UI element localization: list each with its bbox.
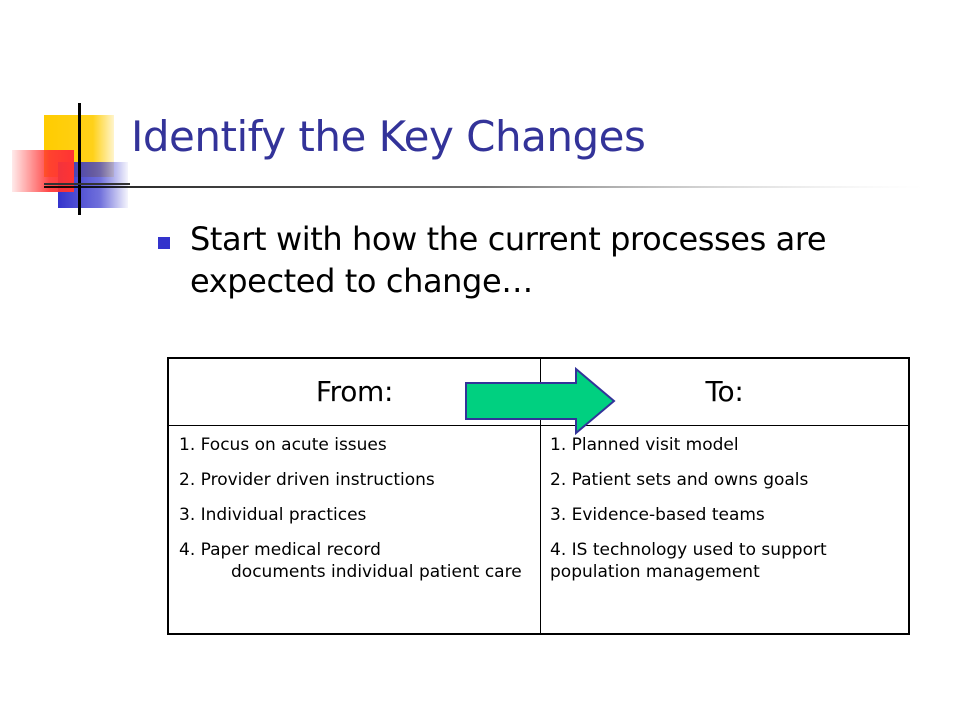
- list-item: [179, 539, 534, 583]
- to-header: To:: [705, 375, 744, 408]
- to-list: [550, 434, 905, 596]
- to-item-2: 2. Patient sets and owns goals: [550, 470, 809, 490]
- right-arrow-icon: [464, 367, 616, 435]
- title-underline: [44, 186, 924, 188]
- to-item-4: 4. IS technology used to support population management: [550, 540, 827, 582]
- list-item: [179, 434, 534, 456]
- from-item-1: 1. Focus on acute issues: [179, 435, 387, 455]
- bullet-square-icon: [158, 237, 170, 249]
- from-item-2: 2. Provider driven instructions: [179, 470, 435, 490]
- from-item-4-continued: documents individual patient care: [231, 562, 522, 582]
- to-item-1: 1. Planned visit model: [550, 435, 739, 455]
- from-header: From:: [315, 375, 394, 408]
- bullet-text: Start with how the current processes are expected to change…: [190, 220, 827, 300]
- list-item: [179, 469, 534, 491]
- from-item-3: 3. Individual practices: [179, 505, 367, 525]
- corner-logo-icon: [12, 103, 130, 215]
- list-item: [179, 504, 534, 526]
- from-list: [179, 434, 534, 596]
- to-item-3: 3. Evidence-based teams: [550, 505, 765, 525]
- from-item-4: 4. Paper medical record: [179, 540, 381, 560]
- slide-title: Identify the Key Changes: [131, 112, 646, 161]
